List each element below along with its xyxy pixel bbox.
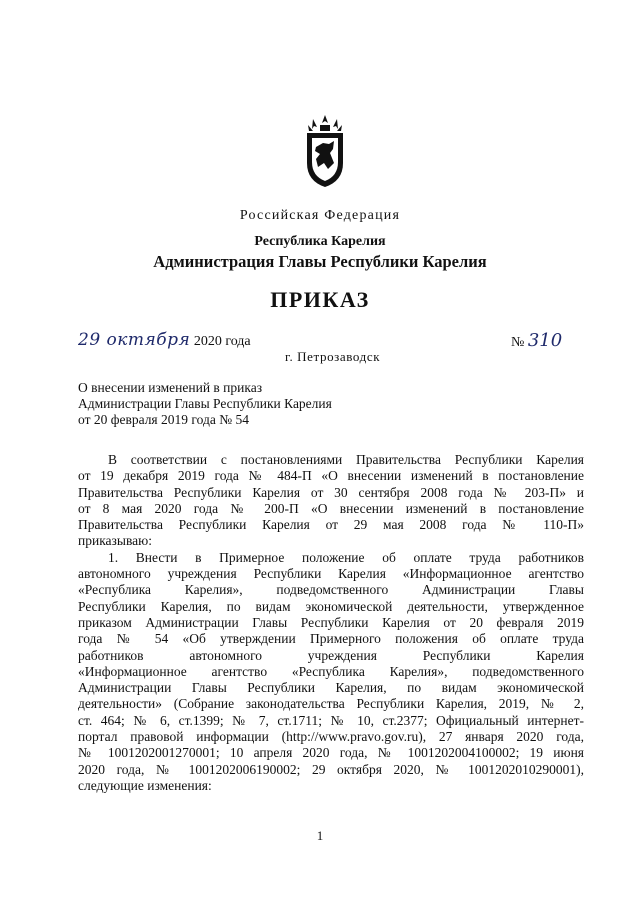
document-body <box>78 452 584 794</box>
body-line: 2020 года, № 1001202006190002; 29 октября 2020, № 1001202010290001), <box>78 761 584 777</box>
subject-line: О внесении изменений в приказ <box>78 380 263 395</box>
body-line: ст. 464; № 6, ст.1399; № 7, ст.1711; № 10, ст.2377; Официальный интернет- <box>78 712 584 728</box>
body-line: приказываю: <box>78 533 152 549</box>
subject-line: от 20 февраля 2019 года № 54 <box>78 412 249 427</box>
subject-line: Администрации Главы Республики Карелия <box>78 396 332 411</box>
document-number <box>511 330 562 351</box>
body-line: от 8 мая 2020 года № 200-П «О внесении изменений в постановление <box>78 500 584 516</box>
body-line: автономного учреждения Республики Карелия «Информационное агентство <box>78 566 584 582</box>
republic-name: Республика Карелия <box>254 234 386 249</box>
handwritten-number: 310 <box>527 330 563 351</box>
body-line: «Республика Карелия», подведомственного Администрации Главы <box>78 582 584 598</box>
body-line: портал правовой информации (http://www.pravo.gov.ru), 27 января 2020 года, <box>78 729 584 745</box>
body-line: приказом Администрации Главы Республики Карелия от 20 февраля 2019 <box>78 614 584 630</box>
body-line: деятельности» (Собрание законодательства Республики Карелия, 2019, № 2, <box>78 696 584 712</box>
body-line: «Информационное агентство «Республика Карелия», подведомственного <box>78 663 584 679</box>
body-line: работников автономного учреждения Республики Карелия <box>78 647 584 663</box>
document-subject <box>78 380 332 428</box>
karelia-coat-of-arms-icon <box>303 113 347 189</box>
administration-name: Администрация Главы Республики Карелия <box>153 252 487 271</box>
date-year: 2020 года <box>193 334 251 349</box>
body-line: от 19 декабря 2019 года № 484-П «О внесении изменений в постановление <box>78 468 584 484</box>
document-title: ПРИКАЗ <box>270 287 370 312</box>
body-line: В соответствии с постановлениями Правительства Республики Карелия <box>108 452 584 467</box>
body-line: № 1001202001270001; 10 апреля 2020 года, № 1001202004100002; 19 июня <box>78 745 584 761</box>
body-line: Республики Карелия, по видам экономической деятельности, утвержденное <box>78 598 584 614</box>
body-line: Правительства Республики Карелия от 30 сентября 2008 года № 203-П» и <box>78 484 584 500</box>
body-line: Правительства Республики Карелия от 29 мая 2008 года № 110-П» <box>78 517 584 533</box>
handwritten-date: 29 октября <box>78 330 191 350</box>
body-line: года № 54 «Об утверждении Примерного положения об оплате труда <box>78 631 584 647</box>
body-line: 1. Внести в Примерное положение об оплате труда работников <box>108 549 584 565</box>
number-prefix: № <box>511 335 525 350</box>
body-line: Администрации Главы Республики Карелия, по видам экономической <box>78 680 584 696</box>
city-name: г. Петрозаводск <box>285 349 381 364</box>
page-number: 1 <box>316 828 324 843</box>
body-line: следующие изменения: <box>78 777 212 793</box>
document-date <box>78 330 251 350</box>
country-name: Российская Федерация <box>239 208 401 223</box>
